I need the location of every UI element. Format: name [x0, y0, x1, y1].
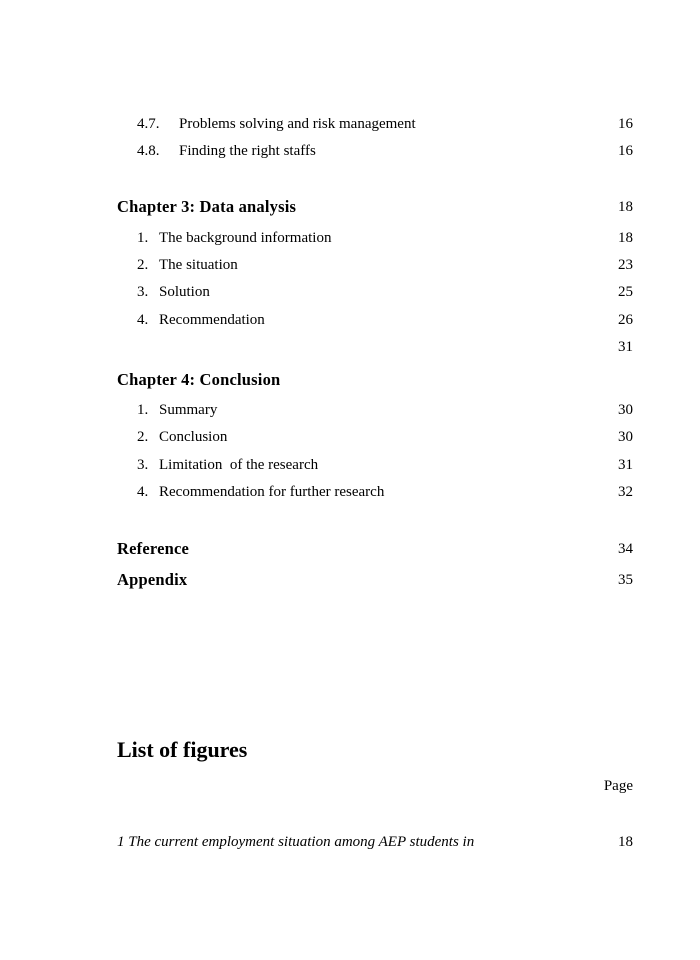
chapter-title: Reference — [117, 539, 190, 558]
toc-entry-page: 26 — [618, 312, 633, 328]
toc-entry-title: Solution — [159, 284, 210, 300]
toc-entry-page: 25 — [618, 284, 633, 300]
toc-entry-ch3-2[interactable] — [117, 255, 633, 277]
toc-entry-ch3-1[interactable] — [117, 228, 633, 250]
toc-chapter-4-heading[interactable] — [117, 369, 633, 391]
toc-entry-page: 16 — [618, 116, 633, 132]
toc-entry-number: 4. — [137, 312, 149, 328]
toc-entry-title: Problems solving and risk management — [179, 116, 416, 132]
toc-entry-4-7[interactable] — [117, 114, 633, 136]
chapter-title: Appendix — [117, 570, 188, 589]
toc-entry-title: The situation — [159, 257, 238, 273]
toc-entry-number: 4.8. — [137, 143, 160, 159]
toc-entry-title: Summary — [159, 402, 218, 418]
toc-entry-number: 2. — [137, 257, 149, 273]
toc-entry-number: 4.7. — [137, 116, 160, 132]
toc-entry-ch4-1[interactable] — [117, 400, 633, 422]
toc-entry-title: The background information — [159, 230, 332, 246]
toc-entry-title: Conclusion — [159, 429, 228, 445]
toc-entry-page: 30 — [618, 429, 633, 445]
toc-entry-number: 2. — [137, 429, 149, 445]
toc-entry-ch4-2[interactable] — [117, 427, 633, 449]
toc-entry-page: 18 — [618, 230, 633, 246]
chapter-page: 35 — [618, 572, 633, 588]
toc-entry-page: 31 — [618, 457, 633, 473]
toc-entry-number: 1. — [137, 402, 149, 418]
toc-entry-page: 32 — [618, 484, 633, 500]
toc-entry-page: 30 — [618, 402, 633, 418]
chapter-title: Chapter 3: Data analysis — [117, 197, 297, 216]
toc-entry-ch4-4[interactable] — [117, 482, 633, 504]
toc-entry-title: Finding the right staffs — [179, 143, 316, 159]
toc-entry-number: 3. — [137, 457, 149, 473]
toc-entry-ch4-3[interactable] — [117, 455, 633, 477]
toc-entry-page: 16 — [618, 143, 633, 159]
toc-appendix[interactable] — [117, 569, 633, 591]
toc-entry-page: 23 — [618, 257, 633, 273]
toc-stray-page-number — [117, 337, 633, 359]
toc-reference[interactable] — [117, 538, 633, 560]
chapter-page: 34 — [618, 541, 633, 557]
toc-entry-ch3-3[interactable] — [117, 282, 633, 304]
toc-entry-title: Recommendation — [159, 312, 265, 328]
figure-entry-page: 18 — [618, 834, 633, 850]
toc-entry-title: Limitation of the research — [159, 457, 319, 473]
toc-entry-4-8[interactable] — [117, 141, 633, 163]
chapter-page: 18 — [618, 199, 633, 215]
toc-entry-ch3-4[interactable] — [117, 310, 633, 332]
figure-entry-1[interactable] — [117, 832, 633, 854]
toc-entry-number: 3. — [137, 284, 149, 300]
toc-chapter-3-heading[interactable] — [117, 196, 633, 218]
chapter-title: Chapter 4: Conclusion — [117, 370, 281, 389]
toc-entry-title: Recommendation for further research — [159, 484, 385, 500]
toc-entry-number: 4. — [137, 484, 149, 500]
figure-entry-title: 1 The current employment situation among AEP students in — [117, 834, 475, 850]
list-of-figures-page-header: Page — [603, 778, 633, 794]
toc-entry-page: 31 — [618, 339, 633, 355]
list-of-figures-title: List of figures — [117, 737, 248, 762]
toc-entry-number: 1. — [137, 230, 149, 246]
